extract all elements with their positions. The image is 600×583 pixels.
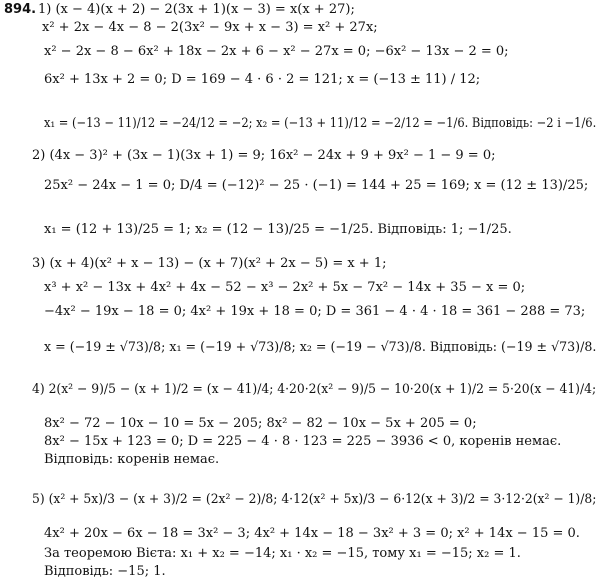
solution-line: 8x² − 72 − 10x − 10 = 5x − 205; 8x² − 82 − 10x − 5x + 205 = 0; <box>44 416 477 431</box>
solution-line: 4x² + 20x − 6x − 18 = 3x² − 3; 4x² + 14x − 18 − 3x² + 3 = 0; x² + 14x − 15 = 0. <box>44 526 580 541</box>
solution-line: x³ + x² − 13x + 4x² + 4x − 52 − x³ − 2x² + 5x − 7x² − 14x + 35 − x = 0; <box>44 280 526 295</box>
solution-line: 6x² + 13x + 2 = 0; D = 169 − 4 · 6 · 2 = 121; x = (−13 ± 11) / 12; <box>44 72 481 87</box>
solution-line: 1) (x − 4)(x + 2) − 2(3x + 1)(x − 3) = x(x + 27); <box>38 2 355 17</box>
solution-line: Відповідь: −15; 1. <box>44 564 166 579</box>
solution-line: x₁ = (−13 − 11)/12 = −24/12 = −2; x₂ = (−13 + 11)/12 = −2/12 = −1/6. Відповідь: −2 і −1/6. <box>44 116 597 131</box>
solution-line: 8x² − 15x + 123 = 0; D = 225 − 4 · 8 · 123 = 225 − 3936 < 0, коренів немає. <box>44 434 562 449</box>
solution-line: 5) (x² + 5x)/3 − (x + 3)/2 = (2x² − 2)/8; 4·12(x² + 5x)/3 − 6·12(x + 3)/2 = 3·12·2(x² − 1)/8; <box>32 492 597 507</box>
solution-line: x² − 2x − 8 − 6x² + 18x − 2x + 6 − x² − 27x = 0; −6x² − 13x − 2 = 0; <box>44 44 509 59</box>
solution-line: −4x² − 19x − 18 = 0; 4x² + 19x + 18 = 0; D = 361 − 4 · 4 · 18 = 361 − 288 = 73; <box>44 304 586 319</box>
solution-line: 3) (x + 4)(x² + x − 13) − (x + 7)(x² + 2x − 5) = x + 1; <box>32 256 387 271</box>
solution-line: 2) (4x − 3)² + (3x − 1)(3x + 1) = 9; 16x² − 24x + 9 + 9x² − 1 − 9 = 0; <box>32 148 496 163</box>
solution-line: x² + 2x − 4x − 8 − 2(3x² − 9x + x − 3) = x² + 27x; <box>42 20 378 35</box>
solution-line: 25x² − 24x − 1 = 0; D/4 = (−12)² − 25 · (−1) = 144 + 25 = 169; x = (12 ± 13)/25; <box>44 178 589 193</box>
solution-line: x₁ = (12 + 13)/25 = 1; x₂ = (12 − 13)/25 = −1/25. Відповідь: 1; −1/25. <box>44 222 512 237</box>
solution-line: x = (−19 ± √73)/8; x₁ = (−19 + √73)/8; x₂ = (−19 − √73)/8. Відповідь: (−19 ± √73)/8. <box>44 340 597 355</box>
solution-line: Відповідь: коренів немає. <box>44 452 220 467</box>
solution-line: За теоремою Вієта: x₁ + x₂ = −14; x₁ · x₂ = −15, тому x₁ = −15; x₂ = 1. <box>44 546 521 561</box>
solution-line: 4) 2(x² − 9)/5 − (x + 1)/2 = (x − 41)/4; 4·20·2(x² − 9)/5 − 10·20(x + 1)/2 = 5·20(x − 41)/4; <box>32 382 597 397</box>
problem-number: 894. <box>4 2 37 17</box>
